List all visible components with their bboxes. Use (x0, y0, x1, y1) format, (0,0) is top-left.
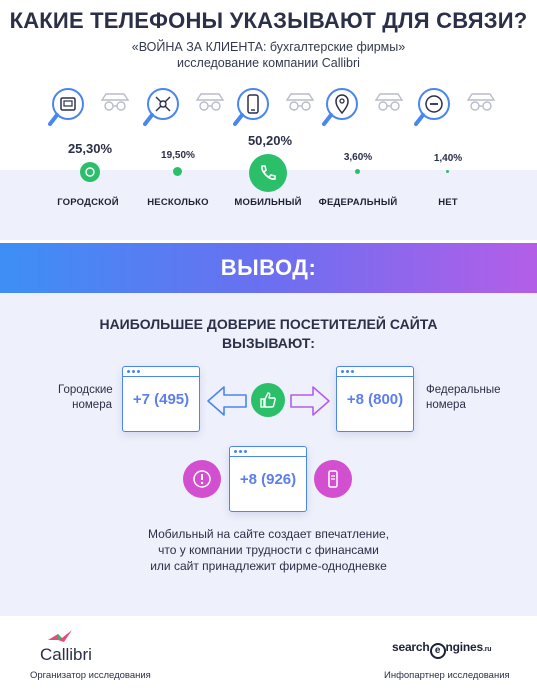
stat-label-city: ГОРОДСКОЙ (57, 197, 119, 208)
thumbs-up-icon (251, 383, 285, 417)
stat-dot-federal (355, 169, 360, 174)
window-titlebar (123, 367, 199, 377)
map-pin-icon (322, 84, 412, 132)
partner-caption: Инфопартнер исследования (384, 670, 510, 681)
no-sign-icon (414, 84, 504, 132)
logo-ru: .ru (482, 646, 492, 653)
mobile-note-line-1: Мобильный на сайте создает впечатление, (147, 527, 390, 541)
trust-heading (0, 315, 537, 353)
subtitle-line-1: «ВОЙНА ЗА КЛИЕНТА: бухгалтерские фирмы» (131, 40, 406, 54)
mobile-note-line-3: или сайт принадлежит фирме-однодневке (150, 559, 387, 573)
page-title: КАКИЕ ТЕЛЕФОНЫ УКАЗЫВАЮТ ДЛЯ СВЯЗИ? (9, 8, 528, 33)
right-label (426, 383, 501, 413)
phone-handset-icon (257, 162, 279, 184)
callibri-logo: Callibri (40, 645, 92, 664)
city-number-window (122, 366, 200, 432)
stat-pct-several: 19,50% (161, 150, 195, 161)
federal-number-window (336, 366, 414, 432)
mobile-note-line-2: что у компании трудности с финансами (158, 543, 379, 557)
stat-dot-mobile (249, 154, 287, 192)
logo-search: search (392, 640, 430, 654)
stat-label-several: НЕСКОЛЬКО (147, 197, 209, 208)
right-label-line-2: номера (426, 399, 466, 411)
mobile-number-window (229, 446, 307, 512)
window-titlebar (337, 367, 413, 377)
phone-handset-icon (84, 166, 96, 178)
stat-dot-several (173, 167, 182, 176)
warning-icon (183, 460, 221, 498)
city-number: +7 (495) (132, 391, 190, 408)
window-titlebar (230, 447, 306, 457)
mobile-note (0, 526, 537, 574)
organizer-caption: Организатор исследования (30, 670, 151, 681)
left-label (58, 383, 112, 413)
federal-number: +8 (800) (346, 391, 404, 408)
stat-label-federal: ФЕДЕРАЛЬНЫЙ (318, 197, 398, 208)
stat-dot-city (80, 162, 100, 182)
landline-phone-icon (48, 84, 138, 132)
stat-pct-mobile: 50,20% (247, 133, 293, 148)
stat-pct-federal: 3,60% (343, 152, 373, 163)
page-subtitle (0, 39, 537, 71)
mobile-phone-icon (233, 84, 323, 132)
right-label-line-1: Федеральные (426, 384, 501, 396)
logo-ngines: ngines (445, 640, 483, 654)
searchengines-logo (392, 640, 491, 659)
stat-label-none: НЕТ (438, 197, 458, 208)
arrow-left-icon (206, 384, 248, 418)
subtitle-line-2: исследование компании Callibri (177, 56, 360, 70)
stat-pct-none: 1,40% (433, 153, 463, 164)
trust-line-1: НАИБОЛЬШЕЕ ДОВЕРИЕ ПОСЕТИТЕЛЕЙ САЙТА (99, 316, 438, 332)
trust-line-2: ВЫЗЫВАЮТ: (222, 335, 315, 351)
stat-dot-none (446, 170, 449, 173)
conclusion-heading: ВЫВОД: (220, 255, 317, 280)
network-icon (143, 84, 233, 132)
arrow-right-icon (289, 384, 331, 418)
stat-pct-city: 25,30% (67, 141, 113, 156)
logo-e-icon: e (430, 643, 446, 659)
stat-label-mobile: МОБИЛЬНЫЙ (234, 197, 302, 208)
left-label-line-1: Городские (58, 384, 113, 396)
left-label-line-2: номера (72, 399, 112, 411)
mobile-warning-icon (314, 460, 352, 498)
mobile-number: +8 (926) (239, 471, 297, 488)
